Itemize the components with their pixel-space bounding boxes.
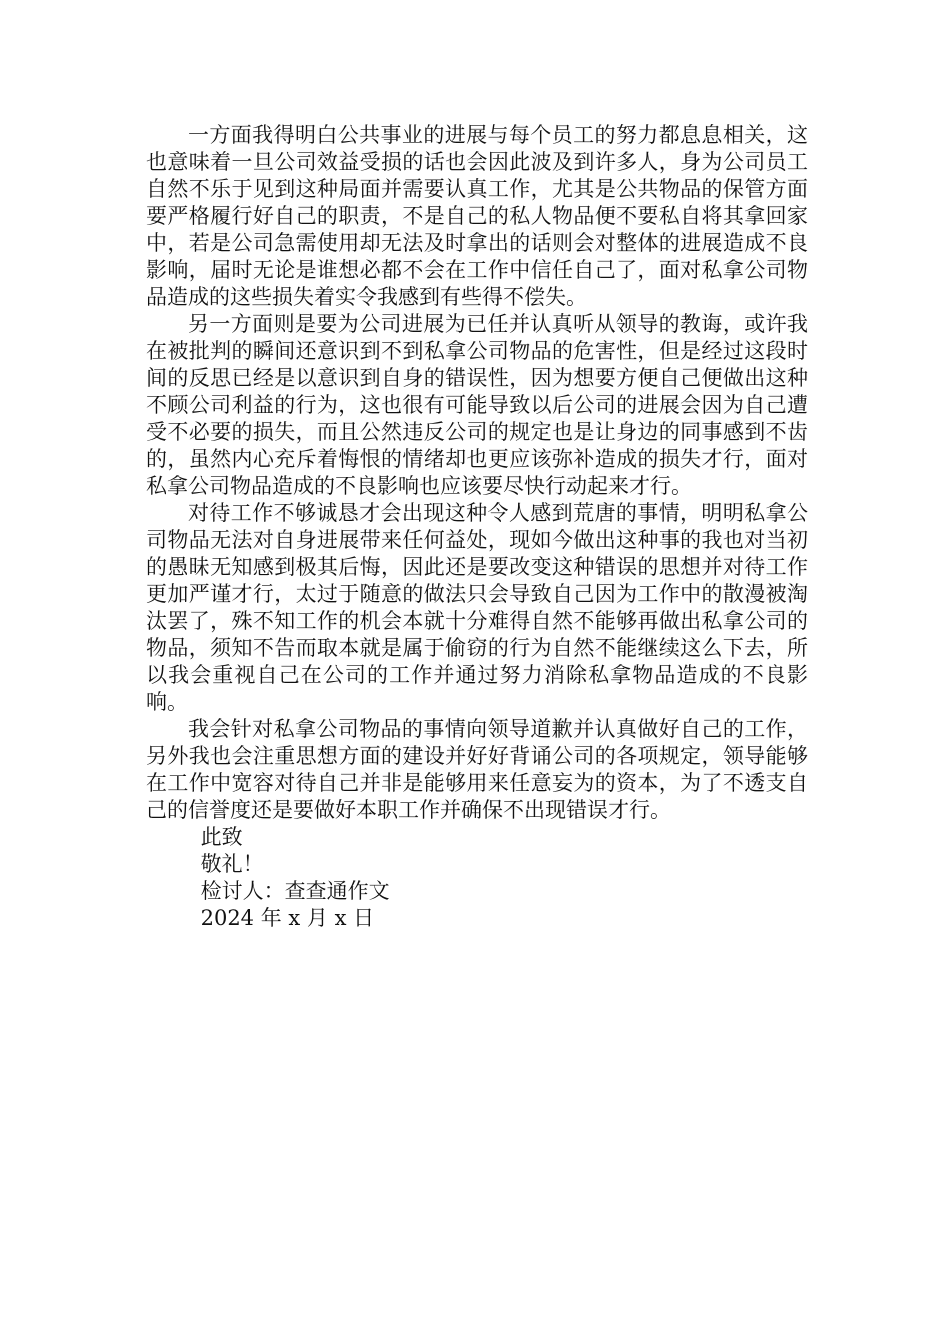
body-paragraph-2: 另一方面则是要为公司进展为已任并认真听从领导的教诲，或许我在被批判的瞬间还意识到不到私拿公司物品的危害性，但是经过这段时间的反思已经是以意识到自身的错误性，因为想要方便自己便做出这种不顾公司利益的行为，这也很有可能导致以后公司的进展会因为自己遭受不必要的损失，而且公然违反公司的规定也是让身边的同事感到不齿的，虽然内心充斥着悔恨的情绪却也更应该弥补造成的损失才行，面对私拿公司物品造成的不良影响也应该要尽快行动起来才行。 xyxy=(146,312,808,498)
closing-salutation: 此致 xyxy=(200,825,243,849)
body-paragraph-1: 一方面我得明白公共事业的进展与每个员工的努力都息息相关，这也意味着一旦公司效益受损的话也会因此波及到许多人，身为公司员工自然不乐于见到这种局面并需要认真工作，尤其是公共物品的保管方面要严格履行好自己的职责，不是自己的私人物品便不要私自将其拿回家中，若是公司急需使用却无法及时拿出的话则会对整体的进展造成不良影响，届时无论是谁想必都不会在工作中信任自己了，面对私拿公司物品造成的这些损失着实令我感到有些得不偿失。 xyxy=(146,123,808,309)
body-paragraph-3: 对待工作不够诚恳才会出现这种令人感到荒唐的事情，明明私拿公司物品无法对自身进展带来任何益处，现如今做出这种事的我也对当初的愚昧无知感到极其后悔，因此还是要改变这种错误的思想并对待工作更加严谨才行，太过于随意的做法只会导致自己因为工作中的散漫被淘汰罢了，殊不知工作的机会本就十分难得自然不能够再做出私拿公司的物品，须知不告而取本就是属于偷窃的行为自然不能继续这么下去，所以我会重视自己在公司的工作并通过努力消除私拿物品造成的不良影响。 xyxy=(146,501,808,714)
closing-block xyxy=(146,824,808,932)
body-paragraph-4: 我会针对私拿公司物品的事情向领导道歉并认真做好自己的工作，另外我也会注重思想方面的建设并好好背诵公司的各项规定，领导能够在工作中宽容对待自己并非是能够用来任意妄为的资本，为了不透支自己的信誉度还是要做好本职工作并确保不出现错误才行。 xyxy=(146,717,808,822)
closing-date: 2024 年 x 月 x 日 xyxy=(200,906,375,930)
closing-author: 检讨人：查查通作文 xyxy=(200,879,390,903)
document-body xyxy=(146,122,808,932)
closing-regards: 敬礼！ xyxy=(200,852,264,876)
